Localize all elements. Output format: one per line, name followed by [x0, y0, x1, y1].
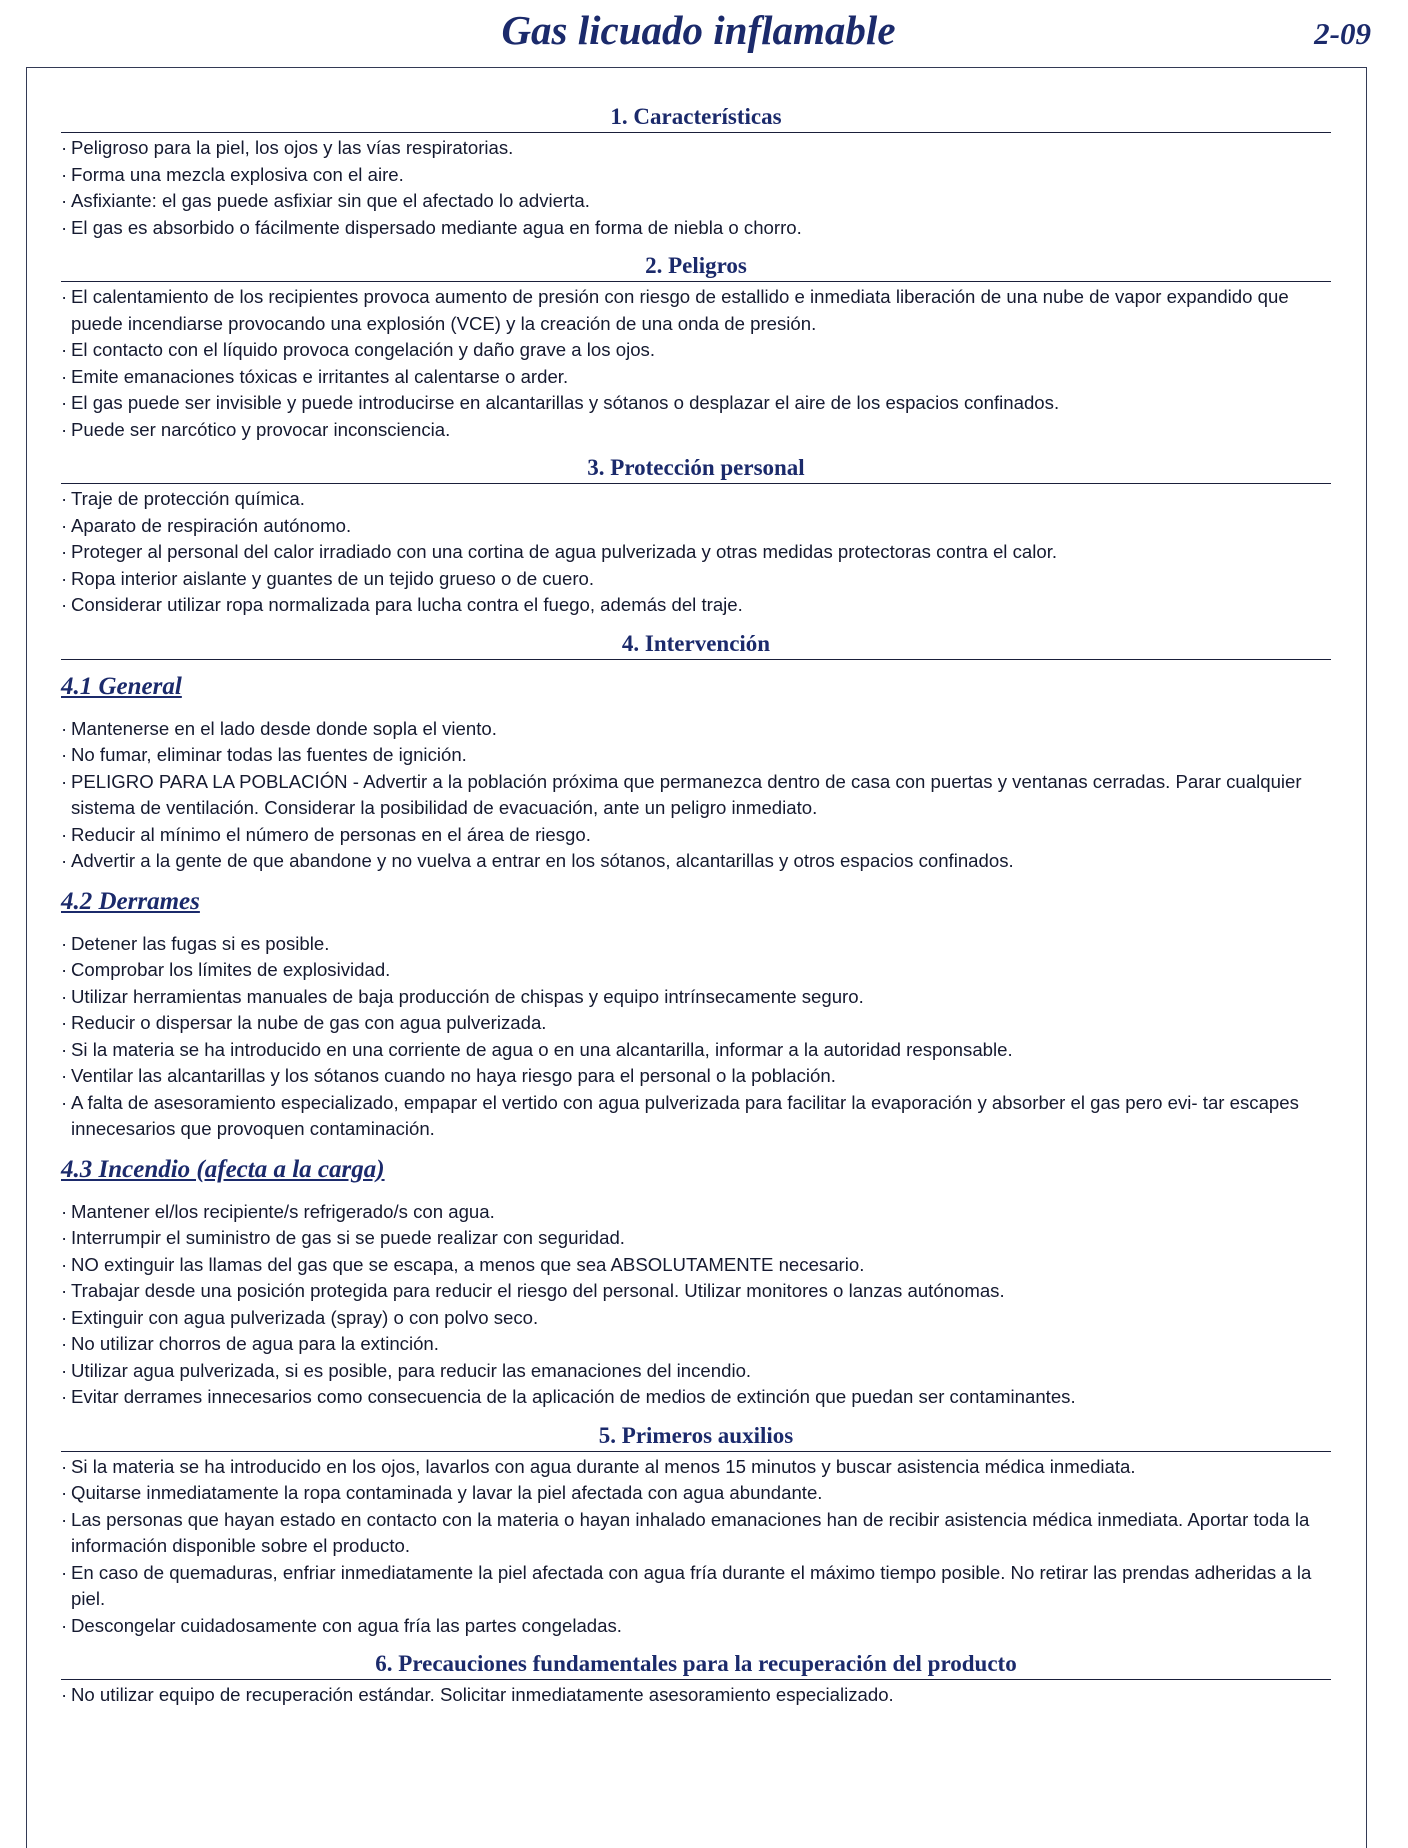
list-item: · NO extinguir las llamas del gas que se escapa, a menos que sea ABSOLUTAMENTE necesario. — [61, 1252, 1331, 1279]
list-item: · Si la materia se ha introducido en los ojos, lavarlos con agua durante al menos 15 minutos y buscar asistencia médica inmediata. — [61, 1454, 1331, 1481]
list-item: · En caso de quemaduras, enfriar inmediatamente la piel afectada con agua fría durante el máximo tiempo posible. No retirar las prendas adheridas a la piel. — [61, 1560, 1331, 1613]
list-item: · Mantener el/los recipiente/s refrigerado/s con agua. — [61, 1199, 1331, 1226]
subsection-4-2 — [61, 887, 1331, 1143]
list-item: · Mantenerse en el lado desde donde sopla el viento. — [61, 716, 1331, 743]
list-item: · El gas es absorbido o fácilmente dispersado mediante agua en forma de niebla o chorro. — [61, 215, 1331, 242]
list-item: · Reducir o dispersar la nube de gas con agua pulverizada. — [61, 1010, 1331, 1037]
subsection-title: 4.3 Incendio (afecta a la carga) — [61, 1155, 385, 1183]
bullet-list — [61, 486, 1331, 619]
list-item: · Utilizar agua pulverizada, si es posible, para reducir las emanaciones del incendio. — [61, 1358, 1331, 1385]
document-code: 2-09 — [1314, 16, 1371, 51]
list-item: · Las personas que hayan estado en contacto con la materia o hayan inhalado emanaciones han de recibir asistencia médica inmediata. Aportar toda la información disponible sobre el producto. — [61, 1507, 1331, 1560]
list-item: · Ropa interior aislante y guantes de un tejido grueso o de cuero. — [61, 566, 1331, 593]
list-item: · Peligroso para la piel, los ojos y las vías respiratorias. — [61, 135, 1331, 162]
list-item: · El calentamiento de los recipientes provoca aumento de presión con riesgo de estallido e inmediata liberación de una nube de vapor expandido que puede incendiarse provocando una explosión (VCE) y la creación de una onda de presión. — [61, 284, 1331, 337]
content-body — [61, 102, 1331, 1719]
section-1 — [61, 102, 1331, 241]
list-item: · Si la materia se ha introducido en una corriente de agua o en una alcantarilla, informar a la autoridad responsable. — [61, 1037, 1331, 1064]
list-item: · A falta de asesoramiento especializado, empapar el vertido con agua pulverizada para facilitar la evaporación y absorber el gas pero evi- tar escapes innecesarios que provoquen contaminación. — [61, 1090, 1331, 1143]
list-item: · Considerar utilizar ropa normalizada para lucha contra el fuego, además del traje. — [61, 592, 1331, 619]
section-5 — [61, 1421, 1331, 1640]
subsection-title: 4.1 General — [61, 672, 182, 700]
section-title: 2. Peligros — [61, 251, 1331, 282]
list-item: · Emite emanaciones tóxicas e irritantes al calentarse o arder. — [61, 364, 1331, 391]
list-item: · Proteger al personal del calor irradiado con una cortina de agua pulverizada y otras medidas protectoras contra el calor. — [61, 539, 1331, 566]
list-item: · Comprobar los límites de explosividad. — [61, 957, 1331, 984]
bullet-list — [61, 931, 1331, 1143]
list-item: · PELIGRO PARA LA POBLACIÓN - Advertir a la población próxima que permanezca dentro de casa con puertas y ventanas cerradas. Parar cualquier sistema de ventilación. Considerar la posibilidad de evacuación, ante un peligro inmediato. — [61, 769, 1331, 822]
section-title: 1. Características — [61, 102, 1331, 133]
list-item: · Trabajar desde una posición protegida para reducir el riesgo del personal. Utilizar monitores o lanzas autónomas. — [61, 1278, 1331, 1305]
section-4 — [61, 629, 1331, 1411]
section-2 — [61, 251, 1331, 443]
list-item: · Extinguir con agua pulverizada (spray) o con polvo seco. — [61, 1305, 1331, 1332]
bullet-list — [61, 1454, 1331, 1640]
list-item: · Evitar derrames innecesarios como consecuencia de la aplicación de medios de extinción que puedan ser contaminantes. — [61, 1384, 1331, 1411]
subsection-4-3 — [61, 1155, 1331, 1411]
section-title: 5. Primeros auxilios — [61, 1421, 1331, 1452]
list-item: · Ventilar las alcantarillas y los sótanos cuando no haya riesgo para el personal o la población. — [61, 1063, 1331, 1090]
subsection-4-1 — [61, 672, 1331, 875]
section-title: 4. Intervención — [61, 629, 1331, 660]
list-item: · Reducir al mínimo el número de personas en el área de riesgo. — [61, 822, 1331, 849]
list-item: · Asfixiante: el gas puede asfixiar sin que el afectado lo advierta. — [61, 188, 1331, 215]
list-item: · Detener las fugas si es posible. — [61, 931, 1331, 958]
list-item: · Traje de protección química. — [61, 486, 1331, 513]
list-item: · Puede ser narcótico y provocar inconsciencia. — [61, 417, 1331, 444]
list-item: · El gas puede ser invisible y puede introducirse en alcantarillas y sótanos o desplazar el aire de los espacios confinados. — [61, 390, 1331, 417]
section-3 — [61, 453, 1331, 619]
bullet-list — [61, 284, 1331, 443]
list-item: · No fumar, eliminar todas las fuentes de ignición. — [61, 742, 1331, 769]
list-item: · Advertir a la gente de que abandone y no vuelva a entrar en los sótanos, alcantarillas y otros espacios confinados. — [61, 848, 1331, 875]
list-item: · Descongelar cuidadosamente con agua fría las partes congeladas. — [61, 1613, 1331, 1640]
list-item: · Quitarse inmediatamente la ropa contaminada y lavar la piel afectada con agua abundante. — [61, 1480, 1331, 1507]
list-item: · El contacto con el líquido provoca congelación y daño grave a los ojos. — [61, 337, 1331, 364]
section-6 — [61, 1649, 1331, 1709]
list-item: · Utilizar herramientas manuales de baja producción de chispas y equipo intrínsecamente seguro. — [61, 984, 1331, 1011]
subsection-title: 4.2 Derrames — [61, 887, 200, 915]
list-item: · Aparato de respiración autónomo. — [61, 513, 1331, 540]
document-title: Gas licuado inflamable — [501, 7, 896, 53]
list-item: · No utilizar chorros de agua para la extinción. — [61, 1331, 1331, 1358]
section-title: 6. Precauciones fundamentales para la recuperación del producto — [61, 1649, 1331, 1680]
bullet-list — [61, 135, 1331, 241]
list-item: · Forma una mezcla explosiva con el aire. — [61, 162, 1331, 189]
document-header — [26, 0, 1371, 64]
content-frame — [26, 67, 1367, 1848]
list-item: · No utilizar equipo de recuperación estándar. Solicitar inmediatamente asesoramiento especializado. — [61, 1682, 1331, 1709]
bullet-list — [61, 716, 1331, 875]
bullet-list — [61, 1199, 1331, 1411]
list-item: · Interrumpir el suministro de gas si se puede realizar con seguridad. — [61, 1225, 1331, 1252]
section-title: 3. Protección personal — [61, 453, 1331, 484]
bullet-list — [61, 1682, 1331, 1709]
